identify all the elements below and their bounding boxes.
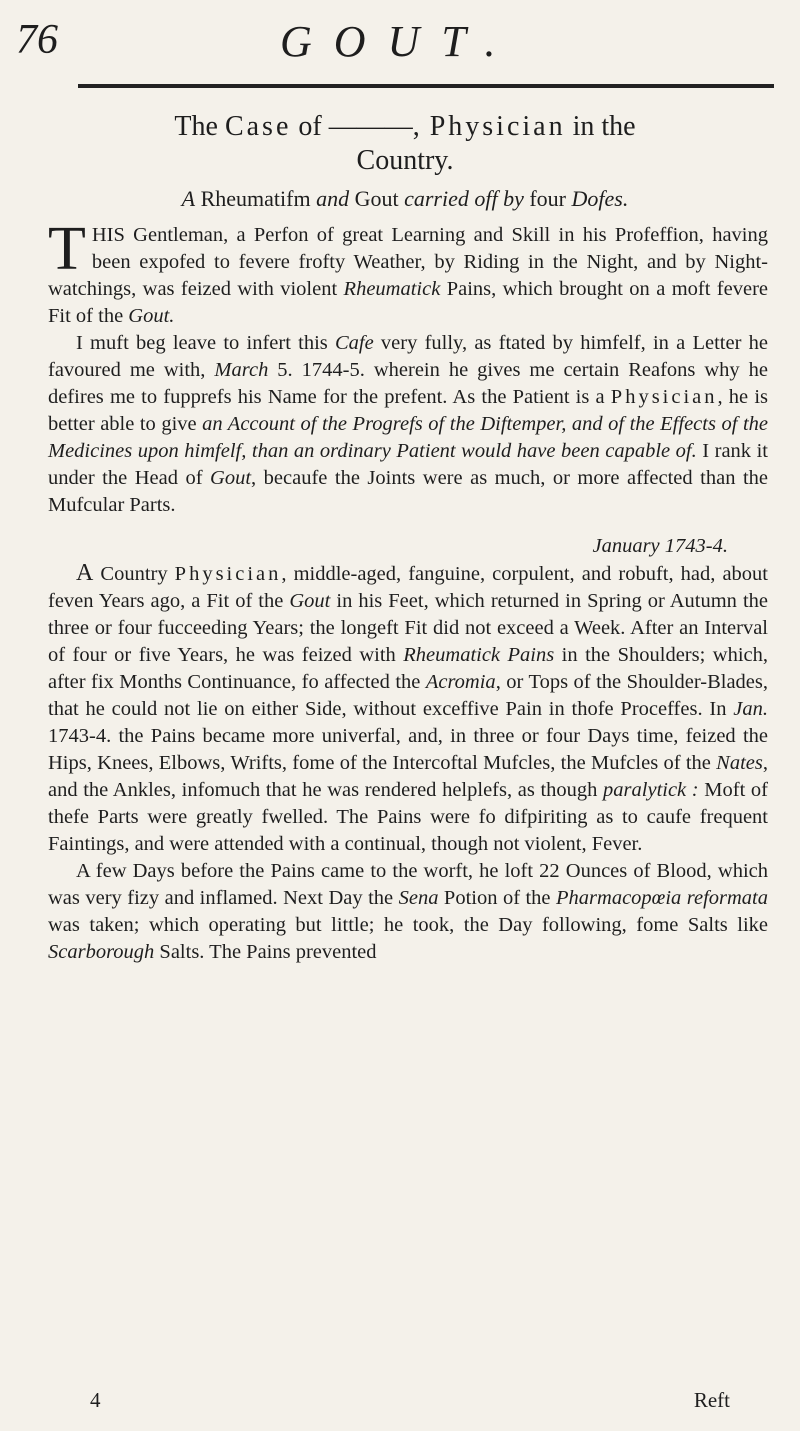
body-text [48, 215, 769, 966]
subtitle-four: four [523, 186, 572, 211]
p3-t4: in the Shoulders; which, after fix Months Continuance, fo affected the [48, 644, 768, 693]
paragraph-2 [48, 330, 768, 519]
p4-t4: Salts. The Pains prevented [154, 941, 377, 963]
catchword: Reft [693, 1388, 730, 1412]
case-title-in-the: in the [565, 111, 636, 142]
case-title [40, 110, 770, 178]
case-title-of: of [291, 111, 329, 142]
p4-scarb: Scarborough [48, 941, 155, 963]
dateline: January 1743-4. [592, 535, 728, 557]
p2-t5: I rank it under the Head of [48, 440, 768, 489]
p3-t5: , or Tops of the Shoulder-Blades, that he could not lie on either Side, without exceffive Pain in thofe Proceffes. In [48, 671, 768, 720]
paragraph-1 [48, 215, 769, 330]
p4-sena: Sena [398, 887, 439, 909]
paragraph-4 [48, 858, 768, 966]
p4-t1: A few Days before the Pains came to the worft, he loft 22 Ounces of Blood, which was very fizy and inflamed. Next Day the [48, 860, 768, 909]
p3-physician: Physician [174, 563, 282, 585]
p3-gout: Gout [289, 590, 331, 612]
p2-account: an Account of the Progrefs of the Diftemper, and of the Effects of the Medicines upon himfelf, than an ordinary Patient would have been capable of. [48, 413, 768, 462]
p3-t6: 1743-4. the Pains became more univerfal, and, in three or four Days time, feized the Hips, Knees, Elbows, Wrifts, fome of the Intercoftal Mufcles, the Mufcles of the [48, 725, 768, 774]
p3-nates: Nates [716, 752, 763, 774]
p2-physician: Physician [610, 386, 718, 408]
p2-t4: , he is better able to give [48, 386, 768, 435]
p2-t2: very fully, as ftated by himfelf, in a Letter he favoured me with, [48, 332, 769, 381]
subtitle-carried: carried off by [404, 186, 524, 211]
running-head [0, 12, 800, 82]
paragraph-3 [48, 560, 768, 858]
signature-mark: 4 [90, 1388, 101, 1412]
p2-case: Cafe [334, 332, 374, 354]
p4-pharma: Pharmacopœia reformata [556, 887, 768, 909]
case-title-case: Case [224, 111, 292, 142]
p3-t1: Country [93, 563, 175, 585]
p3-paralytick: paralytick : [603, 779, 699, 801]
p2-t6: , becaufe the Joints were as much, or more affected than the Mufcular Parts. [48, 467, 768, 516]
page-number: 76 [16, 17, 58, 63]
p3-t2: , middle-aged, fanguine, corpulent, and robuft, had, about feven Years ago, a Fit of the [48, 563, 769, 612]
p2-march: March [214, 359, 269, 381]
page-footer [90, 1388, 730, 1418]
subtitle-doses: Dofes. [571, 186, 629, 211]
p3-t3: in his Feet, which returned in Spring or Autumn the three or four fucceeding Years; the longeft Fit did not exceed a Week. After an Interval of four or five Years, he was feized with [48, 590, 768, 666]
p4-t3: was taken; which operating but little; he took, the Day following, fome Salts like [48, 914, 768, 936]
running-title: GOUT. [280, 17, 518, 66]
case-subtitle [40, 186, 770, 212]
subtitle-and: and [316, 186, 350, 211]
case-title-blank: ———, [328, 111, 420, 142]
p2-t3: 5. 1744-5. wherein he gives me certain Reafons why he defires me to fupprefs his Name for the prefent. As the Patient is a [48, 359, 768, 408]
subtitle-gout: Gout [349, 186, 405, 211]
p1-text2: Pains, which brought on a moft fevere Fit of the [48, 278, 769, 327]
case-title-physician: Physician [419, 111, 566, 142]
p1-rheumatick: Rheumatick [343, 278, 441, 300]
header-rule [78, 84, 774, 88]
p3-t7: , and the Ankles, infomuch that he was rendered helplefs, as though [48, 752, 768, 801]
subtitle-a: A [181, 186, 196, 211]
p3-cap: A [76, 560, 94, 586]
p2-gout: Gout [210, 467, 252, 489]
p4-t2: Potion of the [438, 887, 557, 909]
p1-gout: Gout. [128, 305, 175, 327]
p3-jan: Jan. [733, 698, 768, 720]
p1-text: HIS Gentleman, a Perfon of great Learning and Skill in his Profeffion, having been expofed to fevere frofty Weather, by Riding in the Night, and by Night-watchings, was feized with violent [48, 224, 768, 300]
p3-acromia: Acromia [425, 671, 496, 693]
case-title-the: The [174, 111, 225, 142]
p3-rheum: Rheumatick Pains [403, 644, 555, 666]
drop-cap: T [48, 215, 86, 283]
case-title-country: Country. [356, 145, 454, 176]
subtitle-rheumatism: Rheumatifm [195, 186, 317, 211]
p3-t8: Moft of thefe Parts were greatly fwelled. The Pains were fo difpiriting as to caufe frequent Faintings, and were attended with a continual, though not violent, Fever. [48, 779, 768, 855]
p2-t1: I muft beg leave to infert this [76, 332, 335, 354]
